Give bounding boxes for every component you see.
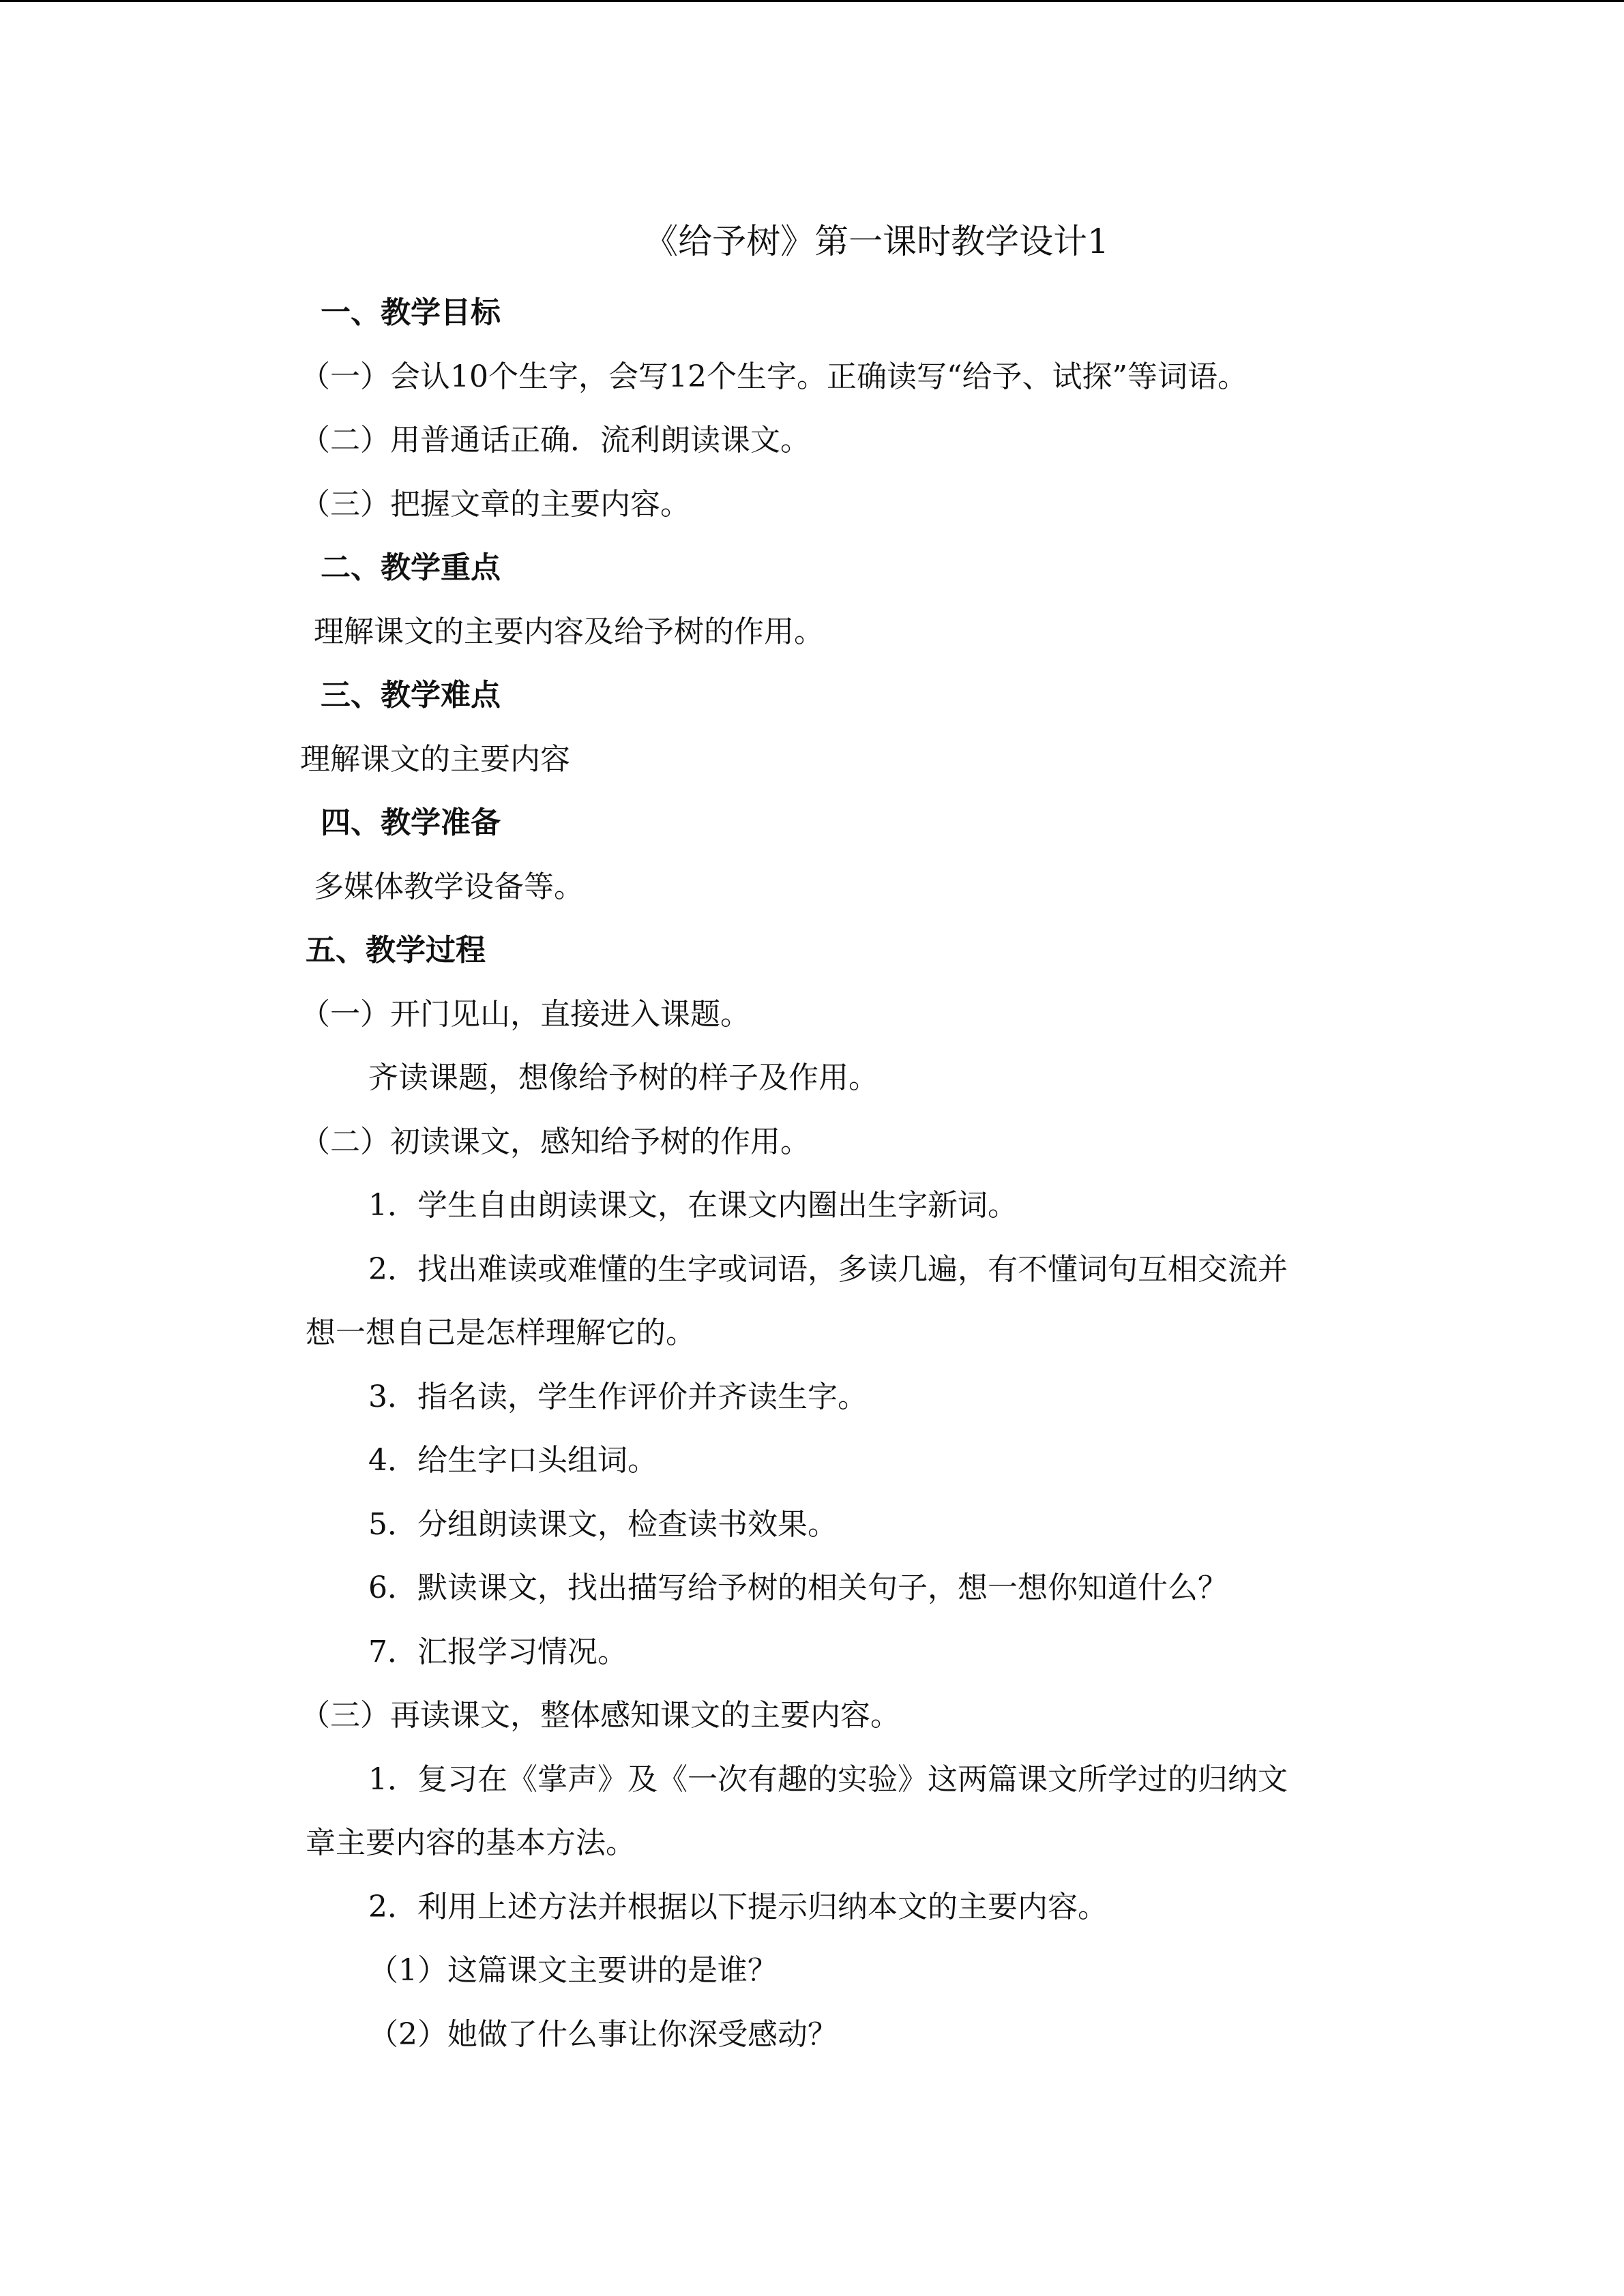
process-part2-step-7: 7．汇报学习情况。 <box>368 1634 628 1669</box>
heading-teaching-goals: 一、教学目标 <box>321 295 501 330</box>
process-part1-text: 齐读课题，想像给予树的样子及作用。 <box>368 1060 879 1095</box>
difficulties-text: 理解课文的主要内容 <box>300 741 570 777</box>
heading-preparation: 四、教学准备 <box>321 805 501 840</box>
goal-item-2: （二）用普通话正确．流利朗读课文。 <box>300 423 810 458</box>
goal-item-3: （三）把握文章的主要内容。 <box>300 486 690 522</box>
process-part2-step-6: 6．默读课文，找出描写给予树的相关句子，想一想你知道什么？ <box>368 1570 1228 1605</box>
process-part2-step-4: 4．给生字口头组词。 <box>368 1443 658 1478</box>
process-part3-question-1: （1）这篇课文主要讲的是谁？ <box>368 1953 778 1988</box>
heading-process: 五、教学过程 <box>306 933 486 968</box>
goal-item-1: （一）会认10个生字，会写12个生字。正确读写“给予、试探”等词语。 <box>300 359 1247 394</box>
process-part2-step-1: 1．学生自由朗读课文，在课文内圈出生字新词。 <box>368 1188 1018 1223</box>
process-part2-step-2-cont: 想一想自己是怎样理解它的。 <box>306 1315 696 1350</box>
heading-key-points: 二、教学重点 <box>321 550 501 585</box>
preparation-text: 多媒体教学设备等。 <box>314 869 584 904</box>
document-page <box>300 217 1378 2066</box>
process-part3-title: （三）再读课文，整体感知课文的主要内容。 <box>300 1698 900 1733</box>
document-title: 《给予树》第一课时教学设计1 <box>644 222 1109 261</box>
process-part3-step-1: 1．复习在《掌声》及《一次有趣的实验》这两篇课文所学过的归纳文 <box>368 1761 1288 1797</box>
process-part3-step-2: 2．利用上述方法并根据以下提示归纳本文的主要内容。 <box>368 1889 1108 1924</box>
process-part2-step-2: 2．找出难读或难懂的生字或词语，多读几遍，有不懂词句互相交流并 <box>368 1251 1288 1287</box>
process-part1-title: （一）开门见山，直接进入课题。 <box>300 996 750 1032</box>
process-part2-step-3: 3．指名读，学生作评价并齐读生字。 <box>368 1379 868 1414</box>
process-part2-step-5: 5．分组朗读课文，检查读书效果。 <box>368 1506 838 1542</box>
process-part3-question-2: （2）她做了什么事让你深受感动？ <box>368 2016 838 2052</box>
key-points-text: 理解课文的主要内容及给予树的作用。 <box>314 614 824 649</box>
process-part2-title: （二）初读课文，感知给予树的作用。 <box>300 1124 810 1159</box>
process-part3-step-1-cont: 章主要内容的基本方法。 <box>306 1825 636 1860</box>
heading-difficulties: 三、教学难点 <box>321 678 501 713</box>
page-top-border <box>0 0 1624 2</box>
